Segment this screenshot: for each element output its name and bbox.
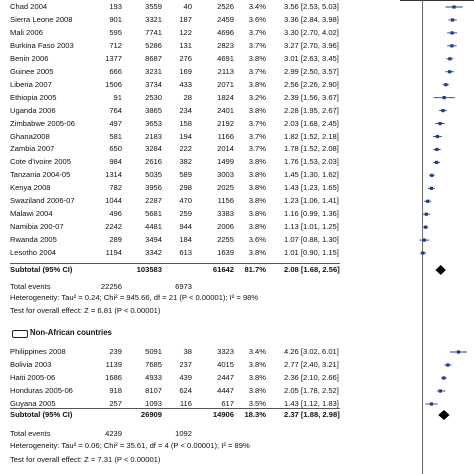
events-1: 666 <box>109 66 122 76</box>
events-2: 187 <box>179 14 192 24</box>
point-estimate-marker <box>441 109 444 112</box>
study-name: Sierra Leone 2008 <box>10 14 73 24</box>
events-2: 589 <box>179 170 192 180</box>
point-estimate-marker <box>423 239 426 242</box>
events-2: 169 <box>179 66 192 76</box>
odds-ratio-ci: 1.13 [1.01, 1.25] <box>284 222 339 232</box>
total-2: 2192 <box>217 118 234 128</box>
events-1: 1314 <box>105 170 122 180</box>
events-2: 234 <box>179 105 192 115</box>
total-1: 3559 <box>145 2 162 11</box>
total-2: 4696 <box>217 27 234 37</box>
africa-heterogeneity: Heterogeneity: Tau² = 0.24; Chi² = 945.66, df = 21 (P < 0.00001); I² = 98% <box>10 293 259 302</box>
point-estimate-marker <box>451 18 454 21</box>
study-name: Swaziland 2006-07 <box>10 196 75 206</box>
total-1: 5681 <box>145 209 162 219</box>
total-2: 3003 <box>217 170 234 180</box>
weight: 3.2% <box>248 92 266 102</box>
events-1: 1377 <box>105 53 122 63</box>
nonafrica-subtotal-total2: 14906 <box>212 410 234 419</box>
total-1: 3734 <box>145 79 162 89</box>
total-1: 3653 <box>145 118 162 128</box>
odds-ratio-ci: 1.16 [0.99, 1.36] <box>284 209 339 219</box>
weight: 3.8% <box>248 360 266 369</box>
weight: 3.4% <box>248 2 266 11</box>
study-name: Chad 2004 <box>10 2 48 11</box>
nonafrica-total-events-2: 1092 <box>175 429 192 438</box>
events-1: 1044 <box>105 196 122 206</box>
africa-overall-effect: Test for overall effect: Z = 6.81 (P < 0.00001) <box>10 306 161 315</box>
nonafrica-total-events-label: Total events <box>10 429 51 438</box>
total-1: 3956 <box>145 183 162 193</box>
study-name: Kenya 2008 <box>10 183 51 193</box>
point-estimate-marker <box>430 174 433 177</box>
weight: 3.8% <box>248 157 266 167</box>
weight: 3.7% <box>248 40 266 50</box>
odds-ratio-ci: 2.77 [2.40, 3.21] <box>284 360 339 369</box>
total-2: 2025 <box>217 183 234 193</box>
events-2: 131 <box>179 40 192 50</box>
point-estimate-marker <box>457 350 460 353</box>
events-1: 497 <box>109 118 122 128</box>
events-2: 40 <box>183 2 192 11</box>
point-estimate-marker <box>442 376 445 379</box>
events-2: 259 <box>179 209 192 219</box>
total-1: 3321 <box>145 14 162 24</box>
study-name: Guyana 2005 <box>10 399 56 408</box>
weight: 3.8% <box>248 79 266 89</box>
odds-ratio-ci: 2.56 [2.26, 2.90] <box>284 79 339 89</box>
events-1: 496 <box>109 209 122 219</box>
point-estimate-marker <box>452 5 455 8</box>
weight: 3.8% <box>248 105 266 115</box>
total-2: 1639 <box>217 248 234 258</box>
odds-ratio-ci: 2.36 [2.10, 2.66] <box>284 373 339 382</box>
weight: 3.7% <box>248 131 266 141</box>
africa-subtotal-total2: 61642 <box>212 265 234 274</box>
odds-ratio-ci: 2.39 [1.56, 3.67] <box>284 92 339 102</box>
nonafrica-total-events-1: 4239 <box>105 429 122 438</box>
events-2: 122 <box>179 27 192 37</box>
odds-ratio-ci: 1.23 [1.06, 1.41] <box>284 196 339 206</box>
study-name: Malawi 2004 <box>10 209 53 219</box>
total-1: 8107 <box>145 386 162 395</box>
total-1: 3231 <box>145 66 162 76</box>
events-1: 782 <box>109 183 122 193</box>
weight: 3.6% <box>248 235 266 245</box>
weight: 3.8% <box>248 386 266 395</box>
total-2: 2071 <box>217 79 234 89</box>
study-name: Bolivia 2003 <box>10 360 52 369</box>
nonafrica-subtotal-label: Subtotal (95% CI) <box>10 410 73 419</box>
odds-ratio-ci: 1.07 [0.88, 1.30] <box>284 235 339 245</box>
weight: 3.5% <box>248 399 266 408</box>
events-1: 901 <box>109 14 122 24</box>
study-name: Uganda 2006 <box>10 105 56 115</box>
point-estimate-marker <box>443 96 446 99</box>
point-estimate-marker <box>448 70 451 73</box>
total-2: 617 <box>221 399 234 408</box>
point-estimate-marker <box>426 200 429 203</box>
total-2: 4015 <box>217 360 234 369</box>
events-1: 2242 <box>105 222 122 232</box>
events-2: 382 <box>179 157 192 167</box>
study-name: Mali 2006 <box>10 27 43 37</box>
events-1: 193 <box>109 2 122 11</box>
total-1: 3494 <box>145 235 162 245</box>
total-1: 7741 <box>145 27 162 37</box>
total-2: 2014 <box>217 144 234 154</box>
events-2: 184 <box>179 235 192 245</box>
point-estimate-marker <box>424 226 427 229</box>
events-2: 298 <box>179 183 192 193</box>
odds-ratio-ci: 2.03 [1.68, 2.45] <box>284 118 339 128</box>
events-1: 1506 <box>105 79 122 89</box>
point-estimate-marker <box>446 363 449 366</box>
study-name: Burkina Faso 2003 <box>10 40 74 50</box>
odds-ratio-ci: 1.76 [1.53, 2.03] <box>284 157 339 167</box>
odds-ratio-ci: 1.45 [1.30, 1.62] <box>284 170 339 180</box>
events-1: 595 <box>109 27 122 37</box>
weight: 3.4% <box>248 347 266 356</box>
africa-subtotal-ci: 2.08 [1.68, 2.56] <box>284 265 340 274</box>
subtotal-diamond <box>438 410 449 420</box>
odds-ratio-ci: 3.36 [2.84, 3.98] <box>284 14 339 24</box>
point-estimate-marker <box>451 31 454 34</box>
events-1: 1194 <box>105 248 122 258</box>
weight: 3.8% <box>248 196 266 206</box>
africa-subtotal-weight: 81.7% <box>244 265 266 274</box>
total-2: 2401 <box>217 105 234 115</box>
events-2: 613 <box>179 248 192 258</box>
events-2: 222 <box>179 144 192 154</box>
total-2: 2006 <box>217 222 234 232</box>
africa-total-events-1: 22256 <box>100 282 122 291</box>
odds-ratio-ci: 3.27 [2.70, 3.96] <box>284 40 339 50</box>
point-estimate-marker <box>436 135 439 138</box>
total-2: 4691 <box>217 53 234 63</box>
total-2: 3383 <box>217 209 234 219</box>
weight: 3.7% <box>248 118 266 128</box>
events-1: 257 <box>109 399 122 408</box>
weight: 3.8% <box>248 183 266 193</box>
study-name: Lesotho 2004 <box>10 248 57 258</box>
point-estimate-marker <box>430 187 433 190</box>
total-2: 1499 <box>217 157 234 167</box>
total-1: 2183 <box>145 131 162 141</box>
point-estimate-marker <box>450 44 453 47</box>
study-name: Ghana2008 <box>10 131 50 141</box>
odds-ratio-ci: 1.78 [1.52, 2.08] <box>284 144 339 154</box>
africa-total-events-label: Total events <box>10 282 51 291</box>
weight: 3.7% <box>248 144 266 154</box>
events-1: 712 <box>109 40 122 50</box>
total-1: 2616 <box>145 157 162 167</box>
africa-total-events-2: 6973 <box>175 282 192 291</box>
africa-subtotal-label: Subtotal (95% CI) <box>10 265 73 274</box>
total-2: 2823 <box>217 40 234 50</box>
nonafrica-heterogeneity: Heterogeneity: Tau² = 0.06; Chi² = 35.61, df = 4 (P < 0.00001); I² = 89% <box>10 441 250 450</box>
odds-ratio-ci: 2.99 [2.50, 3.57] <box>284 66 339 76</box>
events-2: 276 <box>179 53 192 63</box>
events-2: 116 <box>179 399 192 408</box>
total-1: 5035 <box>145 170 162 180</box>
total-2: 2459 <box>217 14 234 24</box>
weight: 3.7% <box>248 27 266 37</box>
study-name: Philippines 2008 <box>10 347 66 356</box>
total-1: 7685 <box>145 360 162 369</box>
total-2: 3323 <box>217 347 234 356</box>
odds-ratio-ci: 2.05 [1.78, 2.52] <box>284 386 339 395</box>
odds-ratio-ci: 3.56 [2.53, 5.03] <box>284 2 339 11</box>
total-2: 2113 <box>217 66 234 76</box>
events-1: 239 <box>109 347 122 356</box>
total-1: 5091 <box>145 347 162 356</box>
weight: 3.8% <box>248 53 266 63</box>
study-name: Zambia 2007 <box>10 144 55 154</box>
point-estimate-marker <box>421 251 424 254</box>
point-estimate-marker <box>448 57 451 60</box>
events-1: 1686 <box>105 373 122 382</box>
odds-ratio-ci: 1.43 [1.23, 1.65] <box>284 183 339 193</box>
events-1: 764 <box>109 105 122 115</box>
weight: 3.7% <box>248 66 266 76</box>
weight: 3.8% <box>248 170 266 180</box>
odds-ratio-ci: 3.30 [2.70, 4.02] <box>284 27 339 37</box>
total-2: 4447 <box>217 386 234 395</box>
nonafrica-heading: Non-African countries <box>30 328 112 337</box>
events-2: 433 <box>179 79 192 89</box>
total-1: 1093 <box>145 399 162 408</box>
events-1: 918 <box>109 386 122 395</box>
events-1: 1139 <box>105 360 122 369</box>
events-2: 237 <box>179 360 192 369</box>
events-2: 470 <box>179 196 192 206</box>
events-2: 158 <box>179 118 192 128</box>
point-estimate-marker <box>425 213 428 216</box>
events-2: 28 <box>183 92 192 102</box>
point-estimate-marker <box>439 122 442 125</box>
study-name: Guinee 2005 <box>10 66 54 76</box>
study-name: Namibia 200-07 <box>10 222 64 232</box>
study-name: Honduras 2005-06 <box>10 386 73 395</box>
point-estimate-marker <box>430 402 433 405</box>
point-estimate-marker <box>435 161 438 164</box>
total-1: 4933 <box>145 373 162 382</box>
point-estimate-marker <box>435 148 438 151</box>
events-2: 624 <box>179 386 192 395</box>
study-name: Tanzania 2004-05 <box>10 170 71 180</box>
events-2: 38 <box>183 347 192 356</box>
total-1: 2530 <box>145 92 162 102</box>
weight: 3.6% <box>248 14 266 24</box>
odds-ratio-ci: 4.26 [3.02, 6.01] <box>284 347 339 356</box>
study-name: Rwanda 2005 <box>10 235 57 245</box>
nonafrica-overall-effect: Test for overall effect: Z = 7.31 (P < 0.00001) <box>10 455 161 464</box>
events-1: 650 <box>109 144 122 154</box>
point-estimate-marker <box>439 389 442 392</box>
study-name: Zimbabwe 2005-06 <box>10 118 76 128</box>
weight: 3.8% <box>248 209 266 219</box>
events-2: 439 <box>179 373 192 382</box>
weight: 3.8% <box>248 373 266 382</box>
total-2: 1166 <box>217 131 234 141</box>
odds-ratio-ci: 3.01 [2.63, 3.45] <box>284 53 339 63</box>
total-2: 1156 <box>217 196 234 206</box>
study-name: Benin 2006 <box>10 53 49 63</box>
odds-ratio-ci: 1.01 [0.90, 1.15] <box>284 248 339 258</box>
events-1: 289 <box>109 235 122 245</box>
nonafrica-subtotal-ci: 2.37 [1.88, 2.98] <box>284 410 340 419</box>
odds-ratio-ci: 1.82 [1.52, 2.18] <box>284 131 339 141</box>
total-2: 1824 <box>217 92 234 102</box>
total-1: 3284 <box>145 144 162 154</box>
total-1: 2287 <box>145 196 162 206</box>
study-name: Cote d'ivoire 2005 <box>10 157 71 167</box>
total-1: 3865 <box>145 105 162 115</box>
events-2: 944 <box>179 222 192 232</box>
total-2: 2526 <box>217 2 234 11</box>
total-1: 3342 <box>145 248 162 258</box>
africa-subtotal-total1: 103583 <box>136 265 162 274</box>
total-1: 4481 <box>145 222 162 232</box>
events-1: 984 <box>109 157 122 167</box>
odds-ratio-ci: 1.43 [1.12, 1.83] <box>284 399 339 408</box>
subtotal-diamond <box>435 265 445 275</box>
odds-ratio-ci: 2.28 [1.95, 2.67] <box>284 105 339 115</box>
total-1: 5286 <box>145 40 162 50</box>
study-name: Liberia 2007 <box>10 79 52 89</box>
events-1: 581 <box>109 131 122 141</box>
total-2: 2255 <box>217 235 234 245</box>
study-name: Haiti 2005-06 <box>10 373 56 382</box>
total-2: 2447 <box>217 373 234 382</box>
events-2: 194 <box>179 131 192 141</box>
nonafrica-subtotal-weight: 18.3% <box>244 410 266 419</box>
point-estimate-marker <box>444 83 447 86</box>
events-1: 91 <box>113 92 122 102</box>
weight: 3.8% <box>248 248 266 258</box>
weight: 3.8% <box>248 222 266 232</box>
nonafrica-subtotal-total1: 26909 <box>140 410 162 419</box>
total-1: 8687 <box>145 53 162 63</box>
study-name: Ethiopia 2005 <box>10 92 57 102</box>
